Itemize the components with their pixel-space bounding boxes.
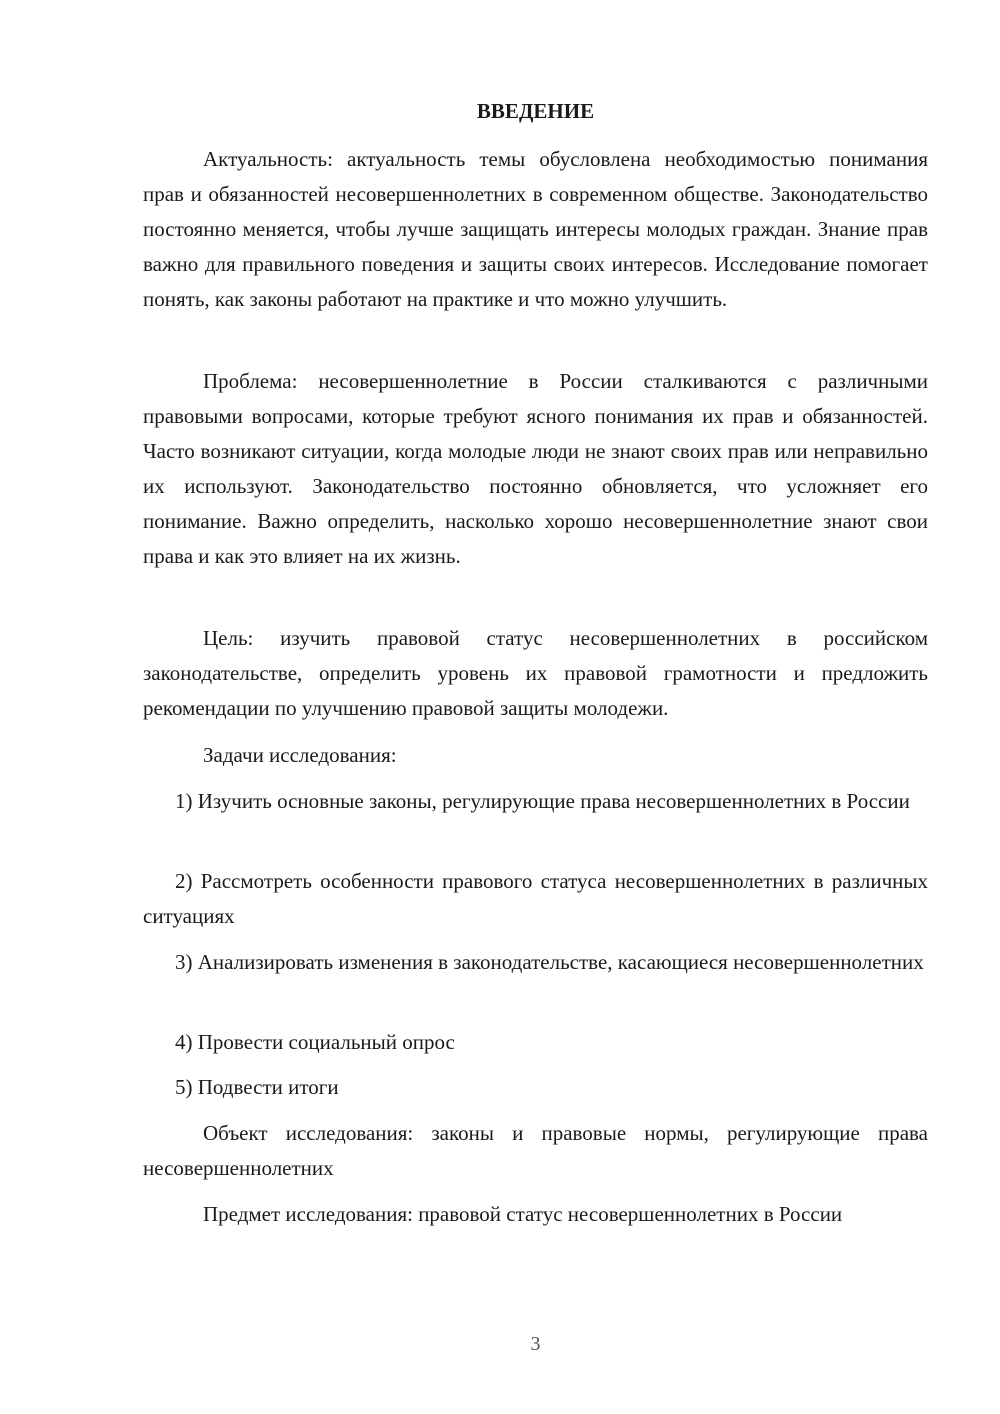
relevance-paragraph: Актуальность: актуальность темы обусловлена необходимостью понимания прав и обязанностей несовершеннолетних в современном обществе. Законодательство постоянно меняется, чтобы лучше защищать интересы молодых граждан. Знание прав важно для правильного поведения и защиты своих интересов. Исследование помогает понять, как законы работают на практике и что можно улучшить. xyxy=(143,147,928,311)
task-item-5: 5) Подвести итоги xyxy=(175,1075,339,1099)
task-item-4: 4) Провести социальный опрос xyxy=(175,1030,455,1054)
page-number: 3 xyxy=(530,1333,541,1355)
object-paragraph: Объект исследования: законы и правовые нормы, регулирующие права несовершеннолетних xyxy=(143,1121,928,1180)
problem-paragraph: Проблема: несовершеннолетние в России сталкиваются с различными правовыми вопросами, которые требуют ясного понимания их прав и обязанностей. Часто возникают ситуации, когда молодые люди не знают своих прав или неправильно их используют. Законодательство постоянно обновляется, что усложняет его понимание. Важно определить, насколько хорошо несовершеннолетние знают свои права и как это влияет на их жизнь. xyxy=(143,369,928,568)
subject-paragraph: Предмет исследования: правовой статус несовершеннолетних в России xyxy=(203,1202,843,1226)
task-item-3: 3) Анализировать изменения в законодательстве, касающиеся несовершеннолетних xyxy=(175,950,924,974)
task-item-1: 1) Изучить основные законы, регулирующие права несовершеннолетних в России xyxy=(175,789,910,813)
document-page xyxy=(143,0,928,1414)
goal-paragraph: Цель: изучить правовой статус несовершеннолетних в российском законодательстве, определить уровень их правовой грамотности и предложить рекомендации по улучшению правовой защиты молодежи. xyxy=(143,626,928,720)
tasks-heading: Задачи исследования: xyxy=(203,743,397,767)
document-title: ВВЕДЕНИЕ xyxy=(476,99,595,123)
task-item-2: 2) Рассмотреть особенности правового статуса несовершеннолетних в различных ситуациях xyxy=(143,869,928,928)
